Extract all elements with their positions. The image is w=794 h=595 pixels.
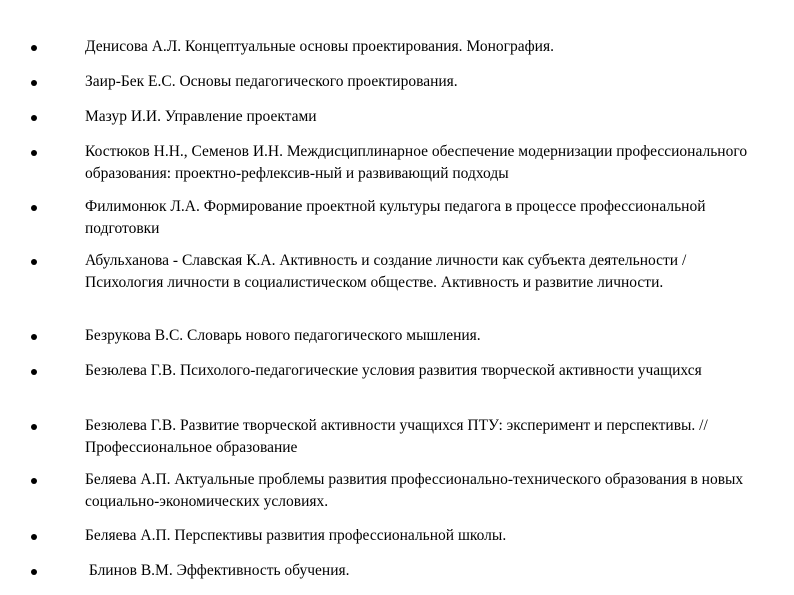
reference-text: Заир-Бек Е.С. Основы педагогического проектирования. (85, 73, 458, 90)
reference-text: Безюлева Г.В. Психолого-педагогические условия развития творческой активности учащихся (85, 362, 702, 379)
reference-text: Мазур И.И. Управление проектами (85, 108, 317, 125)
bullet-icon (31, 205, 37, 211)
reference-text: Блинов В.М. Эффективность обучения. (85, 562, 350, 579)
reference-text: Беляева А.П. Актуальные проблемы развития профессионально-технического образования в новых социально-экономических условиях. (85, 471, 744, 510)
bullet-icon (31, 424, 37, 430)
bullet-icon (31, 45, 37, 51)
bullet-icon (31, 369, 37, 375)
bullet-icon (31, 534, 37, 540)
reference-text: Безюлева Г.В. Развитие творческой активности учащихся ПТУ: эксперимент и перспективы. // Профессиональное образование (85, 417, 708, 456)
reference-text: Беляева А.П. Перспективы развития профессиональной школы. (85, 527, 507, 544)
bullet-icon (31, 334, 37, 340)
reference-text: Денисова А.Л. Концептуальные основы проектирования. Монография. (85, 38, 554, 55)
reference-text: Абульханова - Славская К.А. Активность и создание личности как субъекта деятельности / Психология личности в социалистическом обществе. Активность и развитие личности. (85, 252, 687, 291)
bullet-icon (31, 115, 37, 121)
bullet-icon (31, 569, 37, 575)
reference-text: Филимонюк Л.А. Формирование проектной культуры педагога в процессе профессиональной подготовки (85, 198, 706, 237)
reference-text: Костюков Н.Н., Семенов И.Н. Междисциплинарное обеспечение модернизации профессионального образования: проектно-рефлексив-ный и развивающий подходы (85, 143, 748, 182)
bullet-icon (31, 259, 37, 265)
bullet-icon (31, 80, 37, 86)
reference-text: Безрукова В.С. Словарь нового педагогического мышления. (85, 327, 481, 344)
bullet-icon (31, 478, 37, 484)
bullet-icon (31, 150, 37, 156)
